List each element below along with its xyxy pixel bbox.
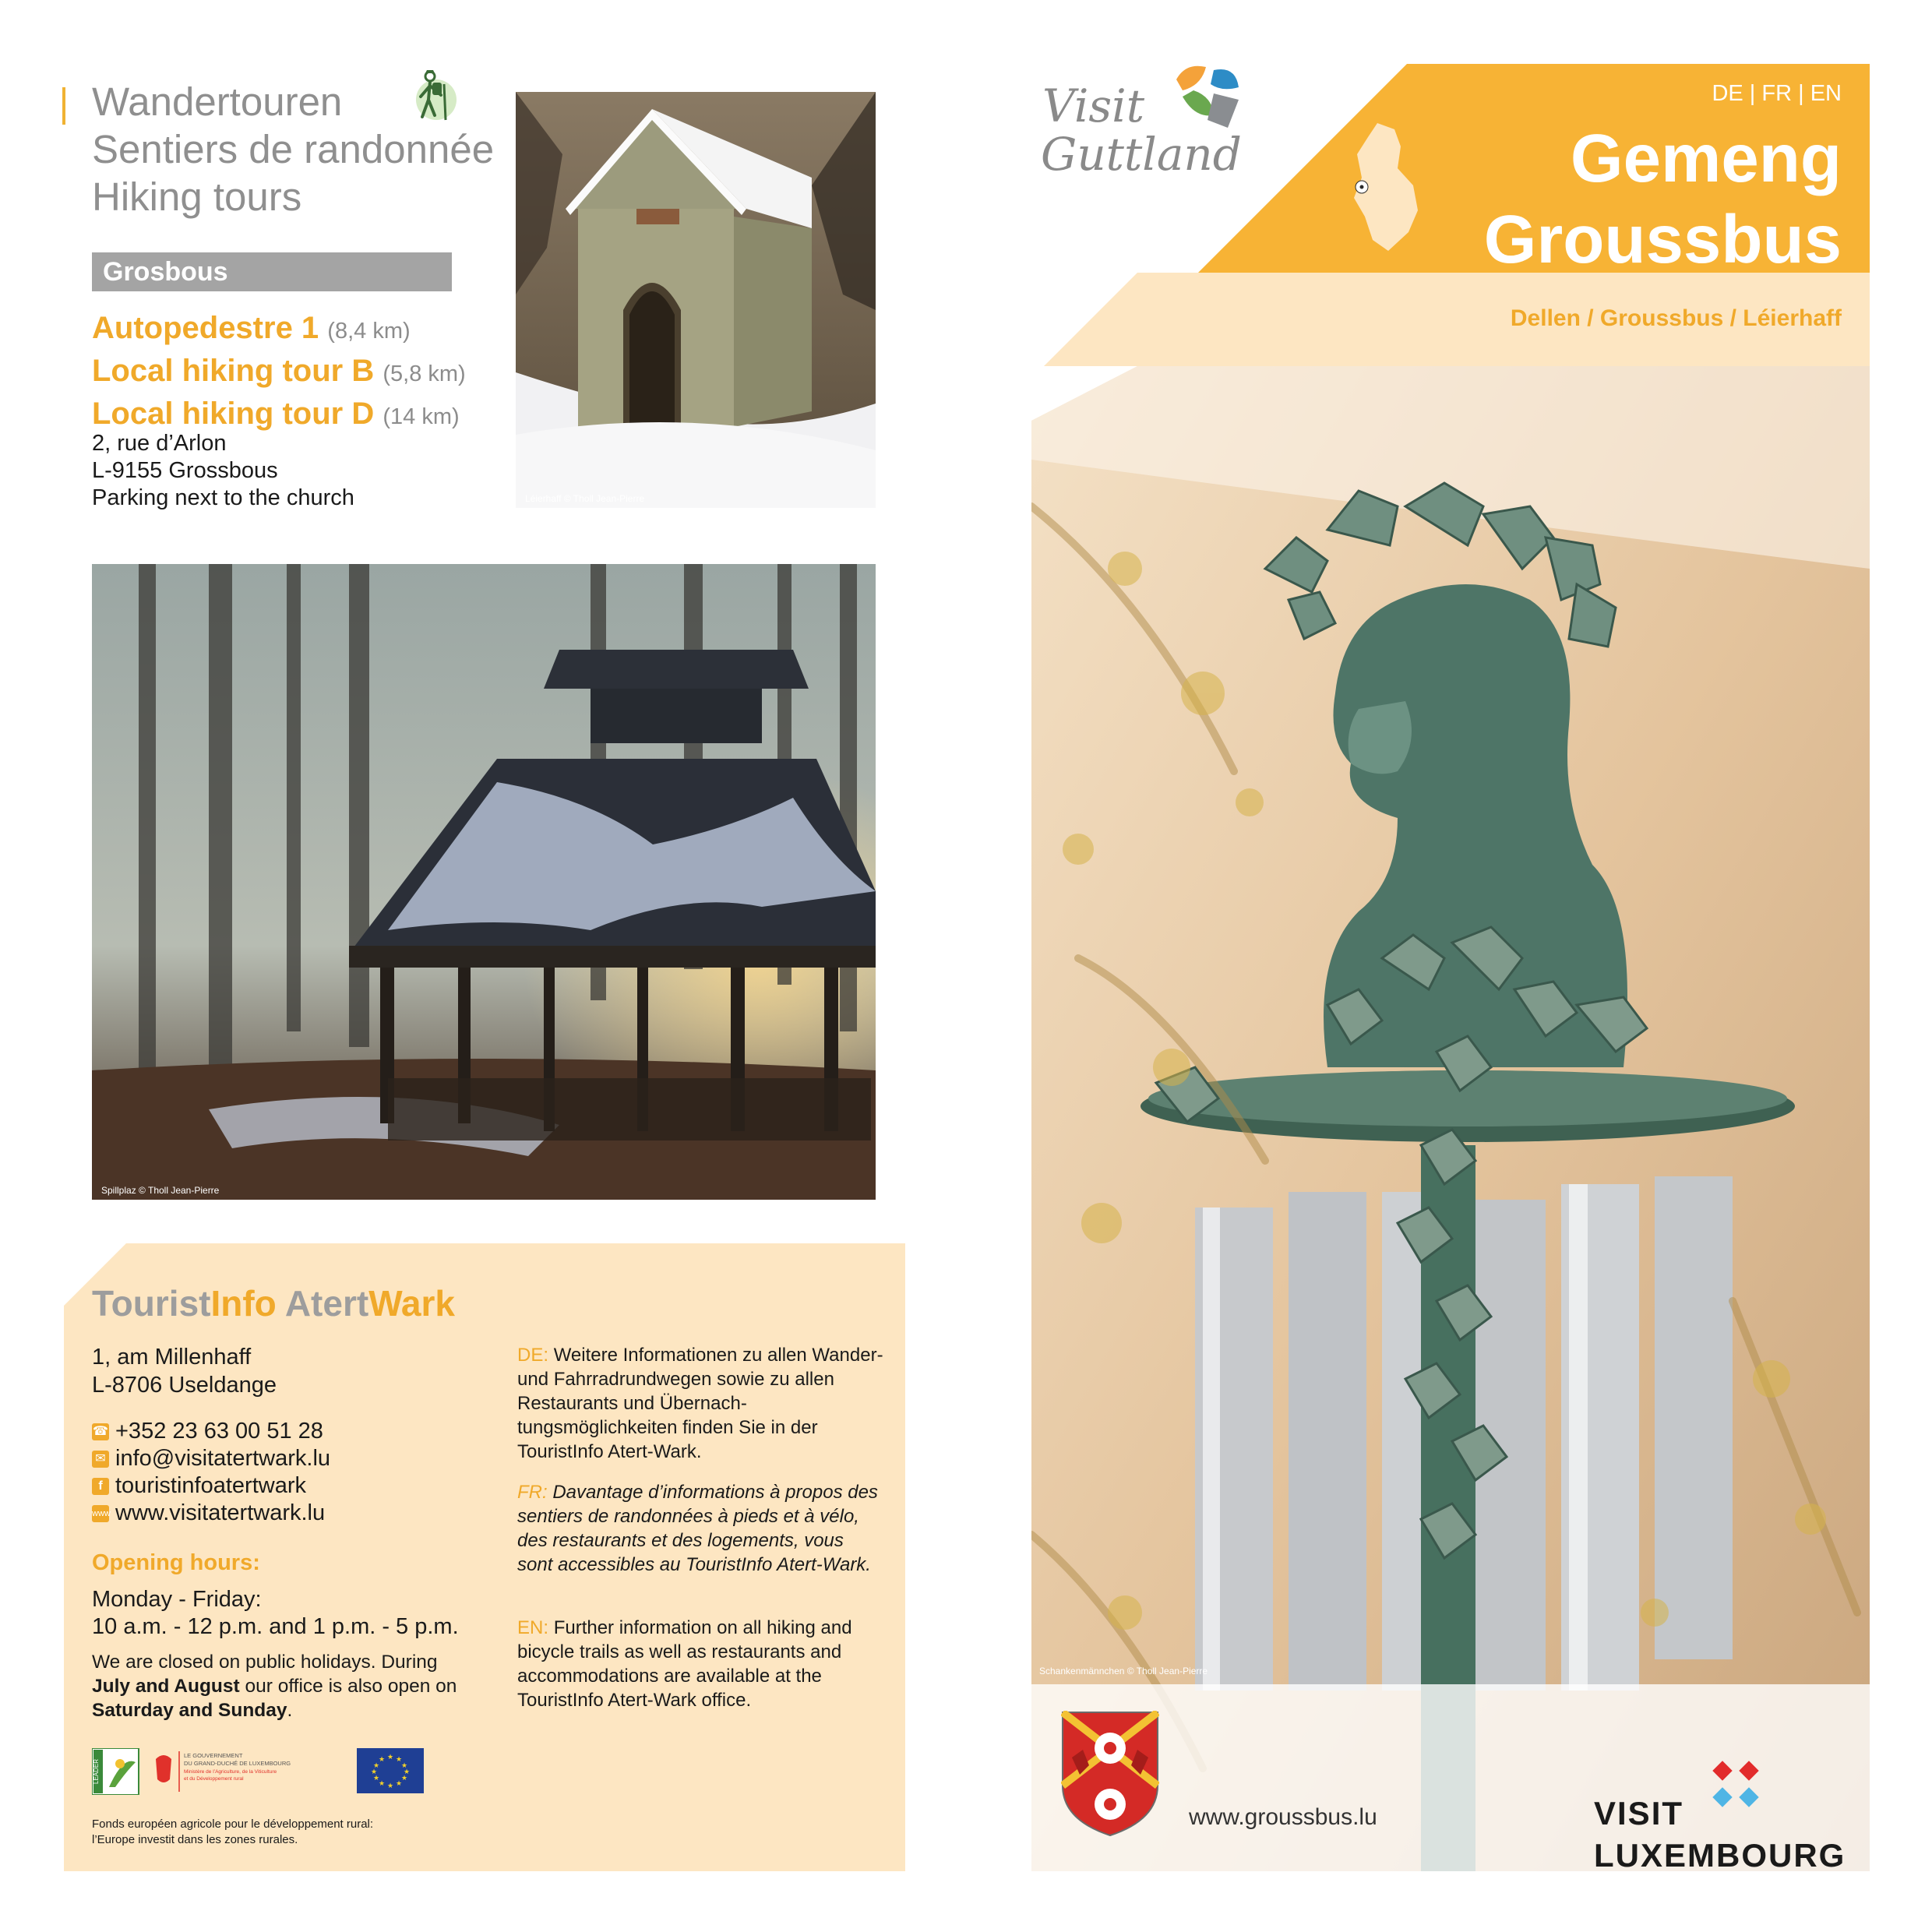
address-line: 1, am Millenhaff: [92, 1345, 252, 1370]
title-part: Info: [210, 1283, 277, 1324]
lang-code-de: DE:: [517, 1345, 549, 1366]
svg-text:★: ★: [400, 1775, 408, 1782]
tour-item: [92, 351, 466, 394]
start-address: [92, 430, 354, 512]
note-text: .: [287, 1700, 293, 1721]
visit-guttland-logo: [1030, 56, 1264, 189]
address-line: Parking next to the church: [92, 485, 354, 510]
note-text: We are closed on public holidays. During: [92, 1652, 438, 1673]
opening-heading: Opening hours:: [92, 1550, 260, 1575]
phone-icon: ☎: [92, 1423, 109, 1440]
info-text-fr: Davantage d’informations à propos des sentiers de randonnées à pieds et à vélo, des restaurants et des logements, vous sont accessibles au TouristInfo Atert-Wark.: [517, 1482, 878, 1575]
tour-length: (5,8 km): [383, 361, 466, 386]
lang-code-fr: FR:: [517, 1482, 548, 1503]
svg-text:LEADER: LEADER: [93, 1758, 100, 1784]
tour-length: (8,4 km): [327, 319, 411, 344]
funding-logos: [92, 1748, 427, 1795]
lang-code-en: EN:: [517, 1617, 549, 1638]
svg-text:Guttland: Guttland: [1041, 128, 1242, 181]
address-line: L-9155 Grossbous: [92, 458, 278, 483]
svg-text:★: ★: [372, 1762, 380, 1770]
note-bold: July and August: [92, 1676, 240, 1697]
mail-icon: ✉: [92, 1451, 109, 1468]
svg-text:★: ★: [370, 1768, 378, 1776]
municipality-website-link[interactable]: www.groussbus.lu: [1189, 1804, 1377, 1830]
contact-facebook[interactable]: [92, 1472, 330, 1500]
opening-line: 10 a.m. - 12 p.m. and 1 p.m. - 5 p.m.: [92, 1614, 459, 1639]
closed-note: [92, 1650, 458, 1722]
svg-text:Ministère de l’Agriculture, de: Ministère de l’Agriculture, de la Viticulture: [184, 1769, 277, 1775]
title-line: Groussbus: [1483, 202, 1842, 277]
web-icon: www: [92, 1505, 109, 1522]
svg-text:★: ★: [386, 1782, 394, 1790]
fund-note: Fonds européen agricole pour le développement rural: l’Europe investit dans les zones rurales.: [92, 1817, 374, 1846]
visit-luxembourg-logo: [1594, 1792, 1868, 1885]
opening-line: Monday - Friday:: [92, 1587, 262, 1612]
title-part: Tourist: [92, 1283, 211, 1324]
facebook-icon: f: [92, 1478, 109, 1495]
contact-web[interactable]: [92, 1500, 330, 1527]
chapel-photo: [516, 92, 876, 508]
info-text-de: Weitere Informationen zu allen Wander- und Fahrradrundwegen sowie zu allen Restaurants und Übernach-tungsmöglichkeiten finden Sie in der TouristInfo Atert-Wark.: [517, 1345, 883, 1462]
tour-item: [92, 308, 466, 351]
address-line: L-8706 Useldange: [92, 1373, 277, 1398]
contact-phone[interactable]: [92, 1418, 330, 1445]
location-band: Grosbous: [92, 252, 452, 291]
tour-name: Local hiking tour D: [92, 397, 375, 431]
office-address: [92, 1343, 277, 1399]
coat-of-arms-icon: [1061, 1711, 1159, 1837]
svg-text:Visit: Visit: [1042, 79, 1145, 132]
chapel-caption: Léierhaff © Tholl Jean-Pierre: [525, 493, 645, 504]
address-line: 2, rue d’Arlon: [92, 431, 227, 456]
government-logo: [156, 1751, 291, 1792]
bust-caption: Schankenmännchen © Tholl Jean-Pierre: [1039, 1666, 1208, 1676]
tour-list: [92, 308, 466, 437]
tour-name: Local hiking tour B: [92, 354, 375, 388]
hiker-icon: [407, 69, 457, 128]
note-bold: Saturday and Sunday: [92, 1700, 287, 1721]
touristinfo-title: [92, 1282, 455, 1324]
contact-email[interactable]: [92, 1445, 330, 1472]
title-line-de: Wandertouren: [92, 79, 343, 124]
svg-text:★: ★: [386, 1754, 394, 1761]
luxembourg-map-icon: [1354, 123, 1418, 251]
svg-text:★: ★: [395, 1756, 403, 1764]
luxembourg-word: LUXEMBOURG: [1594, 1837, 1846, 1874]
email-text: info@visitatertwark.lu: [115, 1446, 331, 1471]
leader-logo: [92, 1748, 139, 1795]
svg-text:★: ★: [403, 1768, 411, 1776]
facebook-text: touristinfoatertwark: [115, 1473, 306, 1498]
info-text-en: Further information on all hiking and bicycle trails as well as restaurants and accommodations are available at the TouristInfo Atert-Wark office.: [517, 1617, 852, 1711]
svg-text:★: ★: [395, 1780, 403, 1788]
villages-subtitle: Dellen / Groussbus / Léierhaff: [1510, 305, 1842, 331]
svg-text:★: ★: [378, 1780, 386, 1788]
note-text: our office is also open on: [239, 1676, 457, 1697]
tour-length: (14 km): [383, 404, 460, 429]
title-line-en: Hiking tours: [92, 175, 302, 219]
tour-name: Autopedestre 1: [92, 311, 319, 345]
bust-photo: [1031, 366, 1870, 1871]
title-line: Gemeng: [1570, 121, 1842, 196]
opening-hours: [92, 1586, 459, 1641]
title-line-fr: Sentiers de randonnée: [92, 127, 495, 171]
web-text: www.visitatertwark.lu: [115, 1500, 326, 1525]
language-selector[interactable]: DE | FR | EN: [1712, 81, 1842, 106]
phone-text: +352 23 63 00 51 28: [115, 1419, 323, 1444]
eu-flag-icon: [357, 1748, 424, 1793]
accent-bar: [62, 87, 65, 125]
info-de: [517, 1343, 883, 1464]
title-part: Atert: [276, 1283, 369, 1324]
visit-word: VISIT: [1594, 1795, 1684, 1832]
info-en: [517, 1616, 883, 1712]
svg-text:DU GRAND-DUCHÉ DE LUXEMBOURG: DU GRAND-DUCHÉ DE LUXEMBOURG: [184, 1760, 291, 1767]
svg-text:★: ★: [378, 1756, 386, 1764]
contact-list: [92, 1418, 330, 1527]
svg-text:et du Développement rural: et du Développement rural: [184, 1776, 244, 1782]
info-fr: [517, 1480, 883, 1577]
shelter-photo: [92, 564, 876, 1200]
title-part: Wark: [368, 1283, 455, 1324]
visit-luxembourg-cross-icon: [1712, 1761, 1759, 1807]
svg-text:★: ★: [400, 1762, 408, 1770]
svg-text:LE GOUVERNEMENT: LE GOUVERNEMENT: [184, 1752, 243, 1759]
shelter-caption: Spillplaz © Tholl Jean-Pierre: [101, 1185, 220, 1196]
svg-text:★: ★: [372, 1775, 380, 1782]
main-title: [1484, 118, 1842, 280]
